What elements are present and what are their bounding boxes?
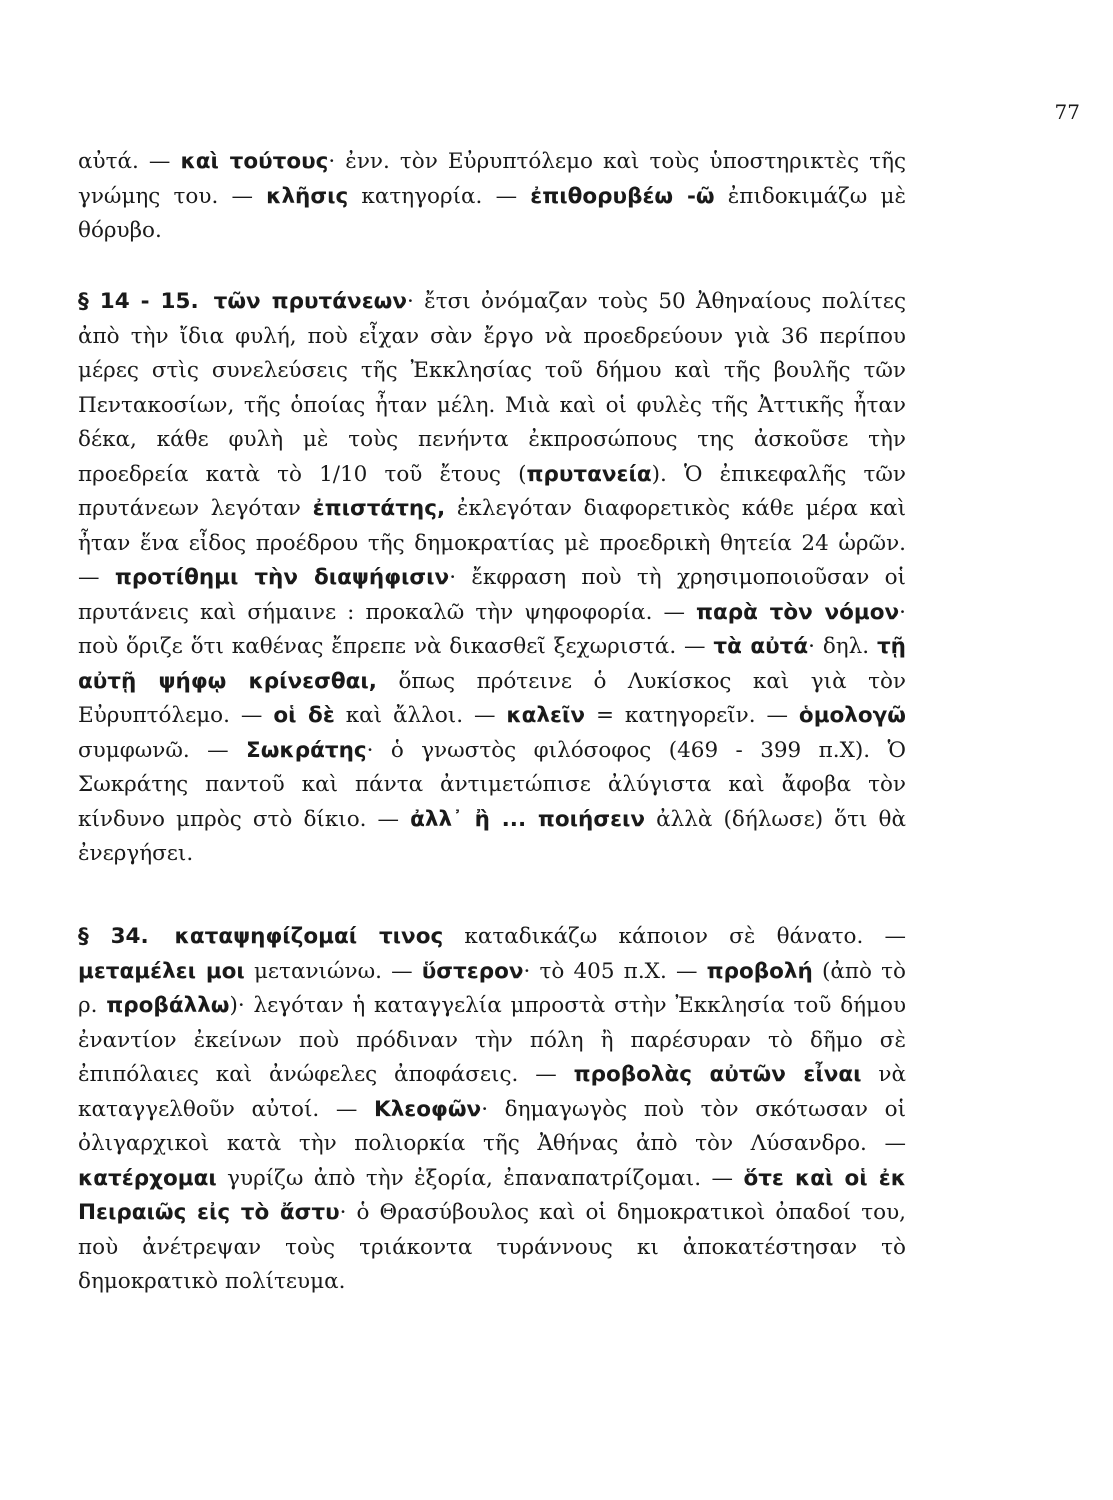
commentary-paragraph: [78, 145, 906, 249]
commentary-text: · ἐνν. τὸν Εὐρυπτόλεμο καὶ τοὺς ὑποστηρικτὲς τῆς γνώμης του. —: [78, 149, 906, 209]
commentary-text: · ὁ γνωστὸς φιλόσοφος (469 - 399 π.Χ). Ὁ Σωκράτης παντοῦ καὶ πάντα ἀντιμετώπισε ἀλύγιστα καὶ ἄφοβα τὸν κίνδυνο μπρὸς στὸ δίκιο. —: [78, 737, 906, 832]
lemma-term: καταψηφίζομαί τινος: [174, 924, 444, 949]
commentary-text: συμφωνῶ. —: [78, 737, 247, 763]
commentary-text: καὶ ἄλλοι. —: [334, 703, 507, 728]
lemma-term: τὰ αὐτά: [713, 634, 809, 659]
lemma-term: παρὰ τὸν νόμον: [696, 599, 900, 625]
lemma-term: Σωκράτης: [246, 737, 367, 763]
lemma-term: οἱ δὲ: [273, 703, 335, 728]
lemma-term: ὅτε καὶ οἱ ἐκ Πειραιῶς εἰς τὸ ἄστυ: [78, 1165, 906, 1225]
commentary-text: · ὁ Θρασύβουλος καὶ οἱ δημοκρατικοὶ ὀπαδοί του, ποὺ ἀνέτρεψαν τοὺς τριάκοντα τυράννους κι ἀποκατέστησαν τὸ δημοκρατικὸ πολίτευμα.: [78, 1200, 906, 1294]
commentary-text: = κατηγορεῖν. —: [585, 703, 799, 728]
commentary-text: ἀλλὰ (δήλωσε) ὅτι θὰ ἐνεργήσει.: [78, 806, 906, 866]
lemma-term: ἐπιθορυβέω -ῶ: [530, 183, 715, 209]
commentary-text: )· λεγόταν ἡ καταγγελία μπροστὰ στὴν Ἐκκλησία τοῦ δήμου ἐναντίον ἐκείνων ποὺ πρόδιναν τὴν πόλη ἢ παρέσυραν τὸ δῆμο σὲ ἐπιπόλαιες καὶ ἀνώφελες ἀποφάσεις. —: [78, 993, 907, 1087]
commentary-text: ). Ὁ ἐπικεφαλῆς τῶν πρυτάνεων λεγόταν: [78, 461, 906, 521]
lemma-term: καλεῖν: [506, 703, 586, 728]
commentary-text: κατηγορία. —: [348, 183, 531, 209]
commentary-text: · ἔτσι ὀνόμαζαν τοὺς 50 Ἀθηναίους πολίτες ἀπὸ τὴν ἴδια φυλή, ποὺ εἶχαν σὰν ἔργο νὰ προεδρεύουν γιὰ 36 περίπου μέρες στὶς συνελεύσεις τῆς Ἐκκλησίας τοῦ δήμου καὶ τῆς βουλῆς τῶν Πεντακοσίων, τῆς ὁποίας ἦταν μέλη. Μιὰ καὶ οἱ φυλὲς τῆς Ἀττικῆς ἦταν δέκα, κάθε φυλὴ μὲ τοὺς πενήντα ἐκπροσώπους της ἀσκοῦσε τὴν προεδρεία κατὰ τὸ 1/10 τοῦ ἔτους (: [78, 289, 906, 487]
lemma-term: Κλεοφῶν: [374, 1096, 482, 1122]
commentary-paragraph: [78, 285, 906, 872]
commentary-text: γυρίζω ἀπὸ τὴν ἐξορία, ἐπαναπατρίζομαι. —: [216, 1165, 744, 1191]
lemma-term: μεταμέλει μοι: [78, 958, 245, 984]
lemma-term: προβάλλω: [106, 993, 230, 1018]
commentary-text: · ποὺ ὅριζε ὅτι καθένας ἔπρεπε νὰ δικασθεῖ ξεχωριστά. —: [78, 599, 906, 659]
commentary-text: μετανιώνω. —: [244, 958, 422, 984]
lemma-term: προτίθημι τὴν διαψήφισιν: [114, 565, 450, 590]
commentary-text: · τὸ 405 π.Χ. —: [523, 958, 707, 984]
commentary-text: · δημαγωγὸς ποὺ τὸν σκότωσαν οἱ ὀλιγαρχικοὶ κατὰ τὴν πολιορκία τῆς Ἀθήνας ἀπὸ τὸν Λύσανδρο. —: [78, 1096, 907, 1156]
lemma-term: ὁμολογῶ: [798, 703, 906, 728]
lemma-term: προβολὰς αὐτῶν εἶναι: [573, 1062, 862, 1087]
commentary-text: αὐτά. —: [78, 149, 181, 174]
lemma-term: πρυτανεία: [526, 461, 652, 487]
commentary-text: · δηλ.: [808, 634, 877, 659]
lemma-term: τῶν πρυτάνεων: [213, 289, 407, 314]
lemma-term: ὕστερον: [421, 958, 524, 984]
lemma-term: καὶ τούτους: [180, 149, 329, 174]
commentary-text: · ἔκφραση ποὺ τὴ χρησιμοποιοῦσαν οἱ πρυτάνεις καὶ σήμαινε : προκαλῶ τὴν ψηφοφορία. —: [78, 565, 906, 625]
lemma-term: κατέρχομαι: [78, 1165, 217, 1191]
commentary-text: ἐκλεγόταν διαφορετικὸς κάθε μέρα καὶ ἦταν ἕνα εἶδος προέδρου τῆς δημοκρατίας μὲ προεδρικὴ θητεία 24 ὡρῶν. —: [78, 496, 906, 590]
lemma-term: κλῆσις: [266, 183, 349, 209]
commentary-text: νὰ καταγγελθοῦν αὐτοί. —: [78, 1062, 906, 1122]
section-marker: § 34.: [78, 924, 171, 949]
lemma-term: τῇ αὐτῇ ψήφῳ κρίνεσθαι,: [78, 634, 906, 694]
lemma-term: προβολή: [706, 958, 813, 984]
page-number: 77: [1054, 100, 1080, 124]
commentary-text: (ἀπὸ τὸ ρ.: [78, 958, 906, 1018]
lemma-term: ἐπιστάτης,: [312, 496, 446, 521]
commentary-paragraph: [78, 920, 906, 1300]
lemma-term: ἀλλ᾽ ἢ ... ποιήσειν: [410, 806, 646, 832]
commentary-text: καταδικάζω κάποιον σὲ θάνατο. —: [443, 924, 907, 949]
commentary-text: ἐπιδοκιμάζω μὲ θόρυβο.: [78, 183, 907, 243]
commentary-text: ὅπως πρότεινε ὁ Λυκίσκος καὶ γιὰ τὸν Εὐρυπτόλεμο. —: [78, 668, 906, 728]
section-marker: § 14 - 15.: [78, 289, 210, 314]
